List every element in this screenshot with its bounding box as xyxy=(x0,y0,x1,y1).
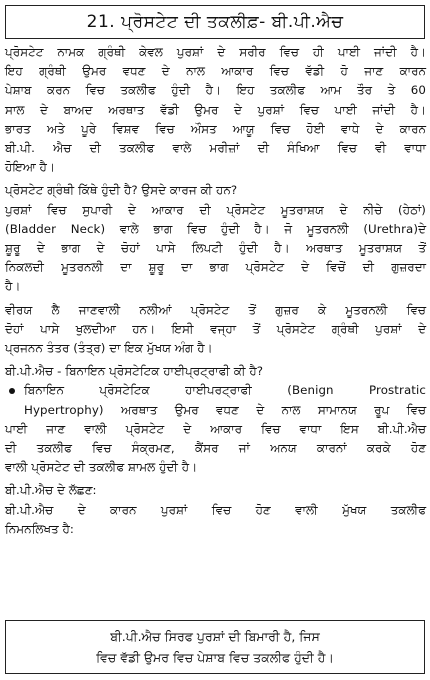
section-question: ਬੀ.ਪੀ.ਐਚ - ਬਿਨਾਇਨ ਪ੍ਰੋਸਟੇਟਿਕ ਹਾਈਪ੍ਰਟ੍ਰਾਫੀ ਕੀ ਹੈ? xyxy=(5,364,264,379)
bullet-icon xyxy=(9,388,15,394)
text-line: ਸਾਲ ਦੇ ਬਾਅਦ ਅਰਥਾਤ ਵੱਡੀ ਉਮਰ ਦੇ ਪੁਰਸ਼ਾਂ ਵਿਚ ਪਾਈ ਜਾਂਦੀ ਹੈ। xyxy=(5,102,426,117)
paragraph-function xyxy=(5,301,426,359)
text-line: ਹੈ। xyxy=(5,279,21,294)
text-line: ਇਹ ਗ੍ਰੰਥੀ ਉਮਰ ਵਧਣ ਦੇ ਨਾਲ ਆਕਾਰ ਵਿਚ ਵੱਡੀ ਹੋ ਜਾਣ ਕਾਰਨ xyxy=(5,64,426,79)
bullet-item xyxy=(5,381,426,419)
text-line: ਬਿਨਾਇਨ ਪ੍ਰੋਸਟੇਟਿਕ ਹਾਈਪਰਟ੍ਰਾਫੀ (Benign Prostratic xyxy=(24,383,426,398)
note-line: ਬੀ.ਪੀ.ਐਚ ਸਿਰਫ ਪੁਰਸ਼ਾਂ ਦੀ ਬਿਮਾਰੀ ਹੈ, ਜਿਸ xyxy=(110,629,320,644)
text-line: ਵਾਲੀ ਪ੍ਰੋਸਟੇਟ ਦੀ ਤਕਲੀਫ ਸ਼ਾਮਲ ਹੁੰਦੀ ਹੈ। xyxy=(5,460,198,475)
paragraph-prevalence xyxy=(5,120,426,178)
text-line: ਬੀ.ਪੀ.ਐਚ ਦੇ ਕਾਰਨ ਪੁਰਸ਼ਾਂ ਵਿਚ ਹੋਣ ਵਾਲੀ ਮੁੱਖਯ ਤਕਲੀਫ xyxy=(5,502,426,517)
text-line: Hypertrophy) ਅਰਥਾਤ ਉਮਰ ਵਧਣ ਦੇ ਨਾਲ ਸਾਮਾਨਯ ਰੂਪ ਵਿਚ xyxy=(24,402,426,417)
text-line: (Bladder Neck) ਵਾਲੇ ਭਾਗ ਵਿਚ ਹੁੰਦੀ ਹੈ। ਜੋ ਮੂਤਰਨਲੀ (Urethra)ਦੇ xyxy=(5,221,426,236)
text-line: ਦੀ ਤਕਲੀਫ ਵਿਚ ਸੰਕ੍ਰਮਣ, ਕੈਂਸਰ ਜਾਂ ਅਨਯ ਕਾਰਨਾਂ ਕਰਕੇ ਹੋਣ xyxy=(5,441,426,456)
text-line: ਬੀ.ਪੀ. ਐਚ ਦੀ ਤਕਲੀਫ ਵਾਲੇ ਮਰੀਜ਼ਾਂ ਦੀ ਸੰਖਿਆ ਵਿਚ ਵੀ ਵਾਧਾ xyxy=(5,141,426,156)
text-line: ਪੇਸ਼ਾਬ ਕਰਨ ਵਿਚ ਤਕਲੀਫ ਹੁੰਦੀ ਹੈ। ਇਹ ਤਕਲੀਫ ਆਮ ਤੌਰ ਤੇ 60 xyxy=(5,83,426,98)
symptoms-heading: ਬੀ.ਪੀ.ਐਚ ਦੇ ਲੱਛਣ: xyxy=(5,483,97,498)
text-line: ਪ੍ਰਜਨਨ ਤੰਤਰ (ਤੰਤ੍ਰ) ਦਾ ਇਕ ਮੁੱਖਯ ਅੰਗ ਹੈ। xyxy=(5,341,213,356)
paragraph-intro xyxy=(5,43,426,120)
text-line: ਨਿਕਲਦੀ ਮੂਤਰਨਲੀ ਦਾ ਸ਼ੂਰੂ ਦਾ ਭਾਗ ਪ੍ਰੋਸਟੇਟ ਦੇ ਵਿਚੋਂ ਦੀ ਗੁਜ਼ਰਦਾ xyxy=(5,260,426,275)
text-line: ਵੀਰਯ ਲੈ ਜਾਣਵਾਲੀ ਨਲੀਆਂ ਪ੍ਰੋਸਟੇਟ ਤੋਂ ਗੁਜ਼ਰ ਕੇ ਮੂਤਰਨਲੀ ਵਿਚ xyxy=(5,302,426,317)
title-box xyxy=(5,5,425,39)
paragraph-bph-question xyxy=(5,362,426,381)
text-line: ਦੋਹਾਂ ਪਾਸੇ ਖੁਲਦੀਆ ਹਨ। ਇਸੀ ਵਜ੍ਹਾ ਤੋਂ ਪ੍ਰੋਸਟੇਟ ਗ੍ਰੰਥੀ ਪੁਰਸ਼ਾਂ ਦੇ xyxy=(5,321,426,336)
text-line: ਸ਼ੂਰੂ ਦੇ ਭਾਗ ਦੇ ਚੋਹਾਂ ਪਾਸੇ ਲਿਪਟੀ ਹੁੰਦੀ ਹੈ। ਅਰਥਾਤ ਮੂਤਰਾਸ਼ਯ ਤੋਂ xyxy=(5,241,426,256)
text-line: ਪਾਈ ਜਾਣ ਵਾਲੀ ਪ੍ਰੋਸਟੇਟ ਦੇ ਆਕਾਰ ਵਿਚ ਵਾਧਾ ਇਸ ਬੀ.ਪੀ.ਐਚ xyxy=(5,421,426,436)
page-title: 21. ਪ੍ਰੋਸਟੇਟ ਦੀ ਤਕਲੀਫ਼- ਬੀ.ਪੀ.ਐਚ xyxy=(86,12,344,32)
paragraph-location xyxy=(5,181,426,296)
text-line: ਭਾਰਤ ਅਤੇ ਪੂਰੇ ਵਿਸ਼ਵ ਵਿਚ ਔਸਤ ਆਯੂ ਵਿਚ ਹੋਈ ਵਾਧੇ ਦੇ ਕਾਰਨ xyxy=(5,121,426,136)
bullet-continuation xyxy=(5,420,426,478)
section-question: ਪ੍ਰੋਸਟੇਟ ਗ੍ਰੰਥੀ ਕਿੱਥੇ ਹੁੰਦੀ ਹੈ? ਉਸਦੇ ਕਾਰਜ ਕੀ ਹਨ? xyxy=(5,183,238,198)
document-body xyxy=(5,43,426,539)
text-line: ਨਿਮਨਲਿਖਤ ਹੈ: xyxy=(5,521,74,536)
note-box xyxy=(5,620,425,674)
text-line: ਹੋਇਆ ਹੈ। xyxy=(5,160,55,175)
text-line: ਪ੍ਰੋਸਟੇਟ ਨਾਮਕ ਗ੍ਰੰਥੀ ਕੇਵਲ ਪੁਰਸ਼ਾਂ ਦੇ ਸਰੀਰ ਵਿਚ ਹੀ ਪਾਈ ਜਾਂਦੀ ਹੈ। xyxy=(5,45,426,59)
symptoms-intro xyxy=(5,501,426,539)
note-line: ਵਿਚ ਵੱਡੀ ਉਮਰ ਵਿਚ ਪੇਸ਼ਾਬ ਵਿਚ ਤਕਲੀਫ ਹੁੰਦੀ ਹੈ। xyxy=(96,650,334,665)
text-line: ਪੁਰਸ਼ਾਂ ਵਿਚ ਸੁਪਾਰੀ ਦੇ ਆਕਾਰ ਦੀ ਪ੍ਰੋਸਟੇਟ ਮੂਤਰਾਸ਼ਯ ਦੇ ਨੀਚੇ (ਹੇਠਾਂ) xyxy=(5,202,426,217)
